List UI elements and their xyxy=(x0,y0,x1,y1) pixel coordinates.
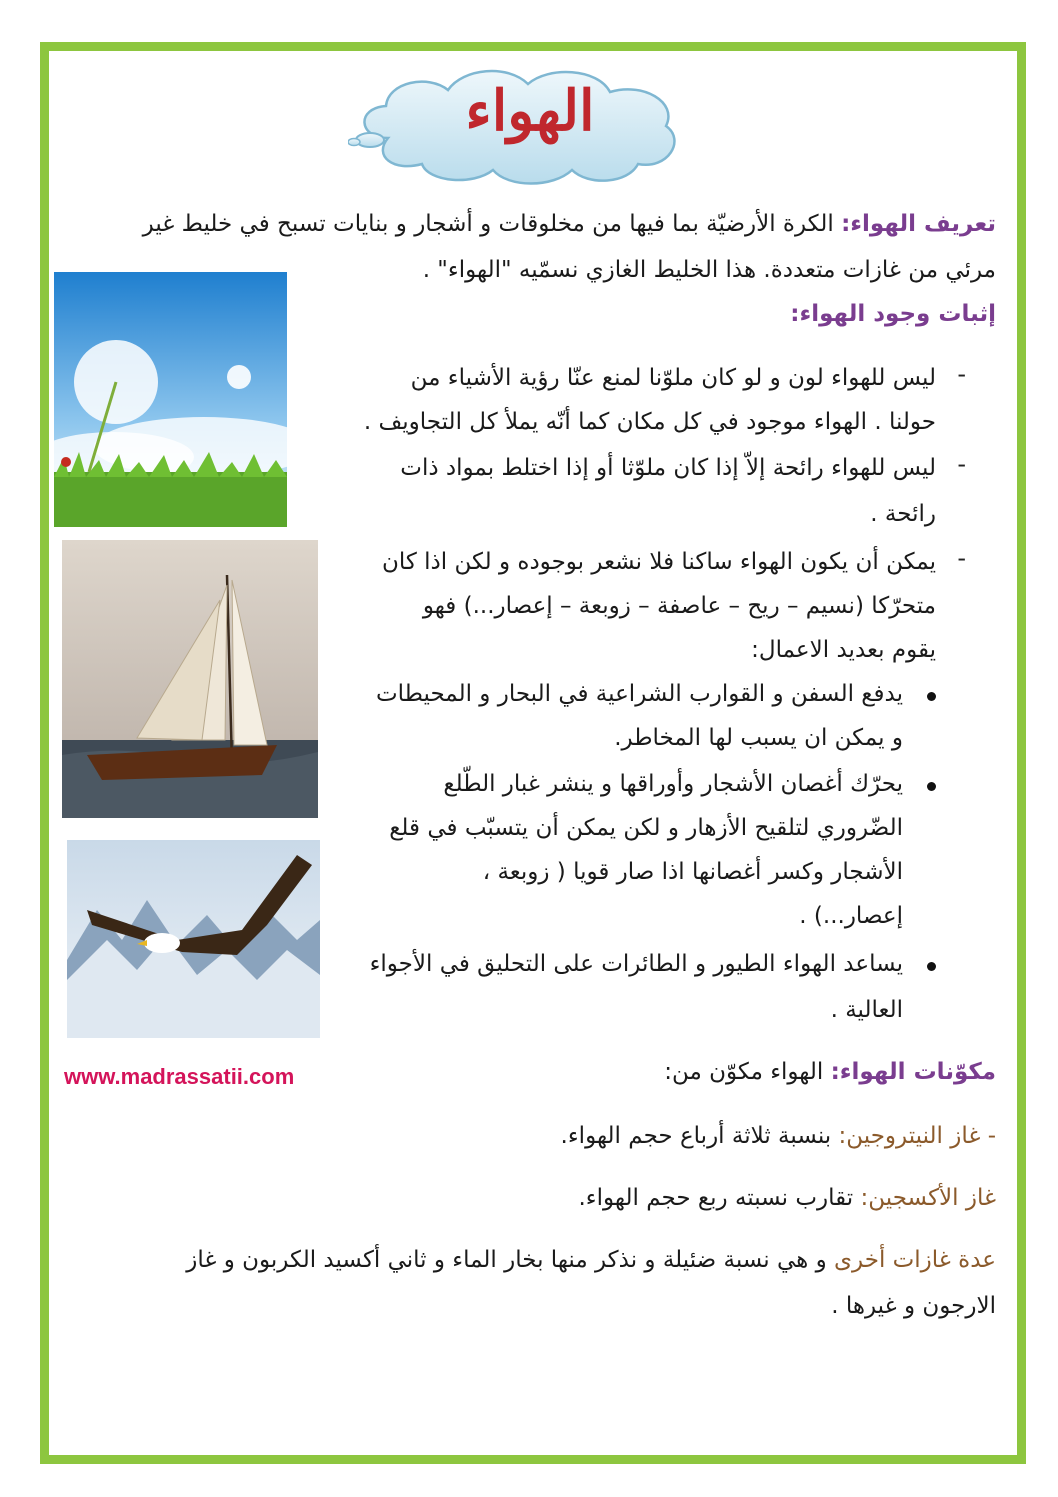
subitem-3-line-2: العالية . xyxy=(830,997,903,1023)
sailboat-image xyxy=(62,540,318,818)
proof-item-3-line-2: متحرّكا (نسيم – ريح – عاصفة – زوبعة – إعصار...) فهو xyxy=(422,593,936,619)
components-text: الهواء مكوّن من: xyxy=(664,1059,831,1085)
proof-item-3-dash: - xyxy=(957,544,966,572)
subitem-2-line-2: الضّروري لتلقيح الأزهار و لكن يمكن أن يتسبّب في قلع xyxy=(389,815,903,841)
others-text: و هي نسبة ضئيلة و نذكر منها بخار الماء و ثاني أكسيد الكربون و غاز xyxy=(186,1247,835,1273)
nitrogen-line xyxy=(436,1114,996,1159)
watermark-link[interactable]: www.madrassatii.com xyxy=(64,1064,295,1089)
oxygen-label: غاز الأكسجين: xyxy=(860,1185,996,1211)
nitrogen-text: بنسبة ثلاثة أرباع حجم الهواء. xyxy=(560,1123,839,1149)
proof-heading: إثبات وجود الهواء: xyxy=(790,301,996,327)
subitem-2-line-3: الأشجار وكسر أغصانها اذا صار قويا ( زوبعة ، xyxy=(482,859,903,885)
proof-item-2-dash: - xyxy=(957,450,966,478)
proof-item-2-line-2: رائحة . xyxy=(870,501,936,527)
page-title: الهواء xyxy=(465,78,595,144)
definition-text-1: الكرة الأرضيّة بما فيها من مخلوقات و أشجار و بنايات تسبح في خليط غير xyxy=(142,211,842,237)
components-line xyxy=(496,1050,996,1095)
subitem-2-bullet xyxy=(927,782,936,791)
oxygen-text: تقارب نسبته ربع حجم الهواء. xyxy=(578,1185,861,1211)
subitem-2-line-1: يحرّك أغصان الأشجار وأوراقها و ينشر غبار الطّلع xyxy=(443,771,903,797)
proof-item-1-line-2: حولنا . الهواء موجود في كل مكان كما أنّه يملأ كل التجاويف . xyxy=(363,409,936,435)
proof-item-3-line-3: يقوم بعديد الاعمال: xyxy=(751,637,936,663)
proof-item-3-line-1: يمكن أن يكون الهواء ساكنا فلا نشعر بوجوده و لكن اذا كان xyxy=(381,549,936,575)
subitem-3-line-1: يساعد الهواء الطيور و الطائرات على التحليق في الأجواء xyxy=(369,951,903,977)
dandelion-image xyxy=(54,272,287,527)
others-label: عدة غازات أخرى xyxy=(834,1247,996,1273)
oxygen-line xyxy=(436,1176,996,1221)
definition-line-2: مرئي من غازات متعددة. هذا الخليط الغازي نسمّيه "الهواء" . xyxy=(422,257,996,283)
subitem-1-line-1: يدفع السفن و القوارب الشراعية في البحار و المحيطات xyxy=(375,681,903,707)
definition-line-1 xyxy=(56,202,996,247)
proof-item-1-line-1: ليس للهواء لون و لو كان ملوّنا لمنع عنّا رؤية الأشياء من xyxy=(410,365,936,391)
subitem-1-bullet xyxy=(927,692,936,701)
others-line-1 xyxy=(56,1238,996,1283)
subitem-2-line-4: إعصار...) . xyxy=(799,903,903,929)
subitem-1-line-2: و يمكن ان يسبب لها المخاطر. xyxy=(614,725,903,751)
subitem-3-bullet xyxy=(927,962,936,971)
components-label: مكوّنات الهواء: xyxy=(830,1059,996,1085)
nitrogen-label: - غاز النيتروجين: xyxy=(838,1123,996,1149)
proof-item-2-line-1: ليس للهواء رائحة إلاّ إذا كان ملوّثا أو إذا اختلط بمواد ذات xyxy=(400,455,936,481)
eagle-image xyxy=(67,840,320,1038)
definition-label: تعريف الهواء: xyxy=(841,211,996,237)
others-line-2: الارجون و غيرها . xyxy=(831,1293,996,1319)
proof-item-1-dash: - xyxy=(957,360,966,388)
